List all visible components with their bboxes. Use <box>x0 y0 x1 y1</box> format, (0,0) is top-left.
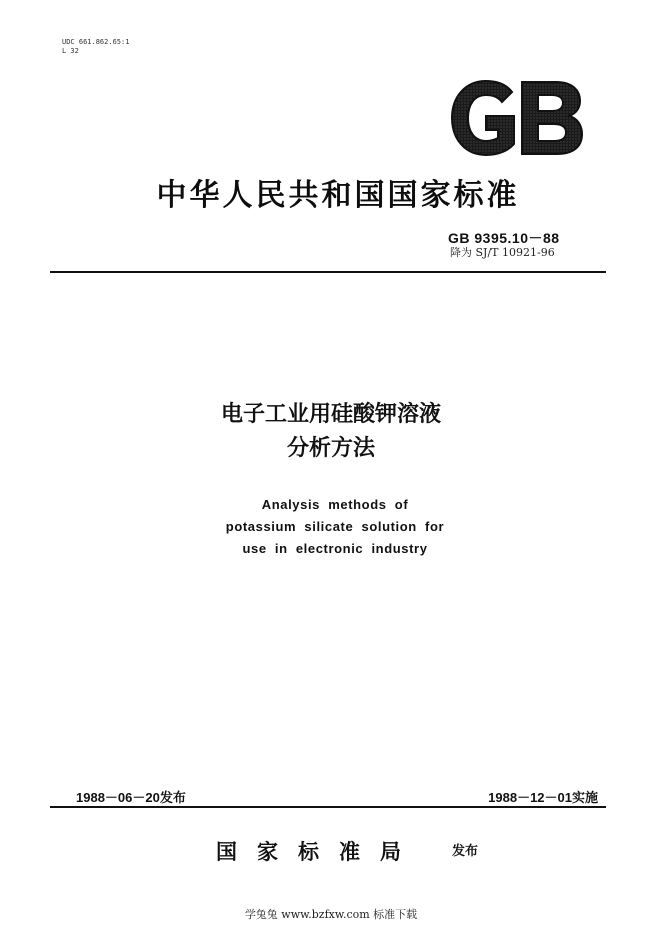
issuing-authority-suffix: 发布 <box>452 844 479 859</box>
chinese-title <box>0 398 662 466</box>
chinese-title-line-2: 分析方法 <box>286 436 375 461</box>
issue-date: 1988－06－20发布 <box>76 790 186 805</box>
classification-code: L 32 <box>62 47 79 55</box>
footer-divider <box>50 806 606 808</box>
udc-code: UDC 661.862.65:1 <box>62 38 130 46</box>
english-title-line-2: potassium silicate solution for <box>225 519 445 534</box>
header-divider <box>50 271 606 273</box>
issuing-authority: 国家标准局 <box>216 839 421 864</box>
standard-code: GB 9395.10－88 <box>448 230 560 246</box>
replacement-note: 降为 SJ/T 10921-96 <box>450 246 555 259</box>
national-standard-heading: 中华人民共和国国家标准 <box>156 178 520 213</box>
english-title-line-1: Analysis methods of <box>261 497 409 512</box>
watermark-footer: 学兔兔 www.bzfxw.com 标准下载 <box>244 908 418 921</box>
english-title-line-3: use in electronic industry <box>242 541 428 556</box>
gb-emblem-icon <box>446 78 586 158</box>
chinese-title-line-1: 电子工业用硅酸钾溶液 <box>220 402 441 427</box>
english-title <box>0 494 662 560</box>
implementation-date: 1988－12－01实施 <box>488 790 598 805</box>
udc-classification <box>62 38 129 56</box>
